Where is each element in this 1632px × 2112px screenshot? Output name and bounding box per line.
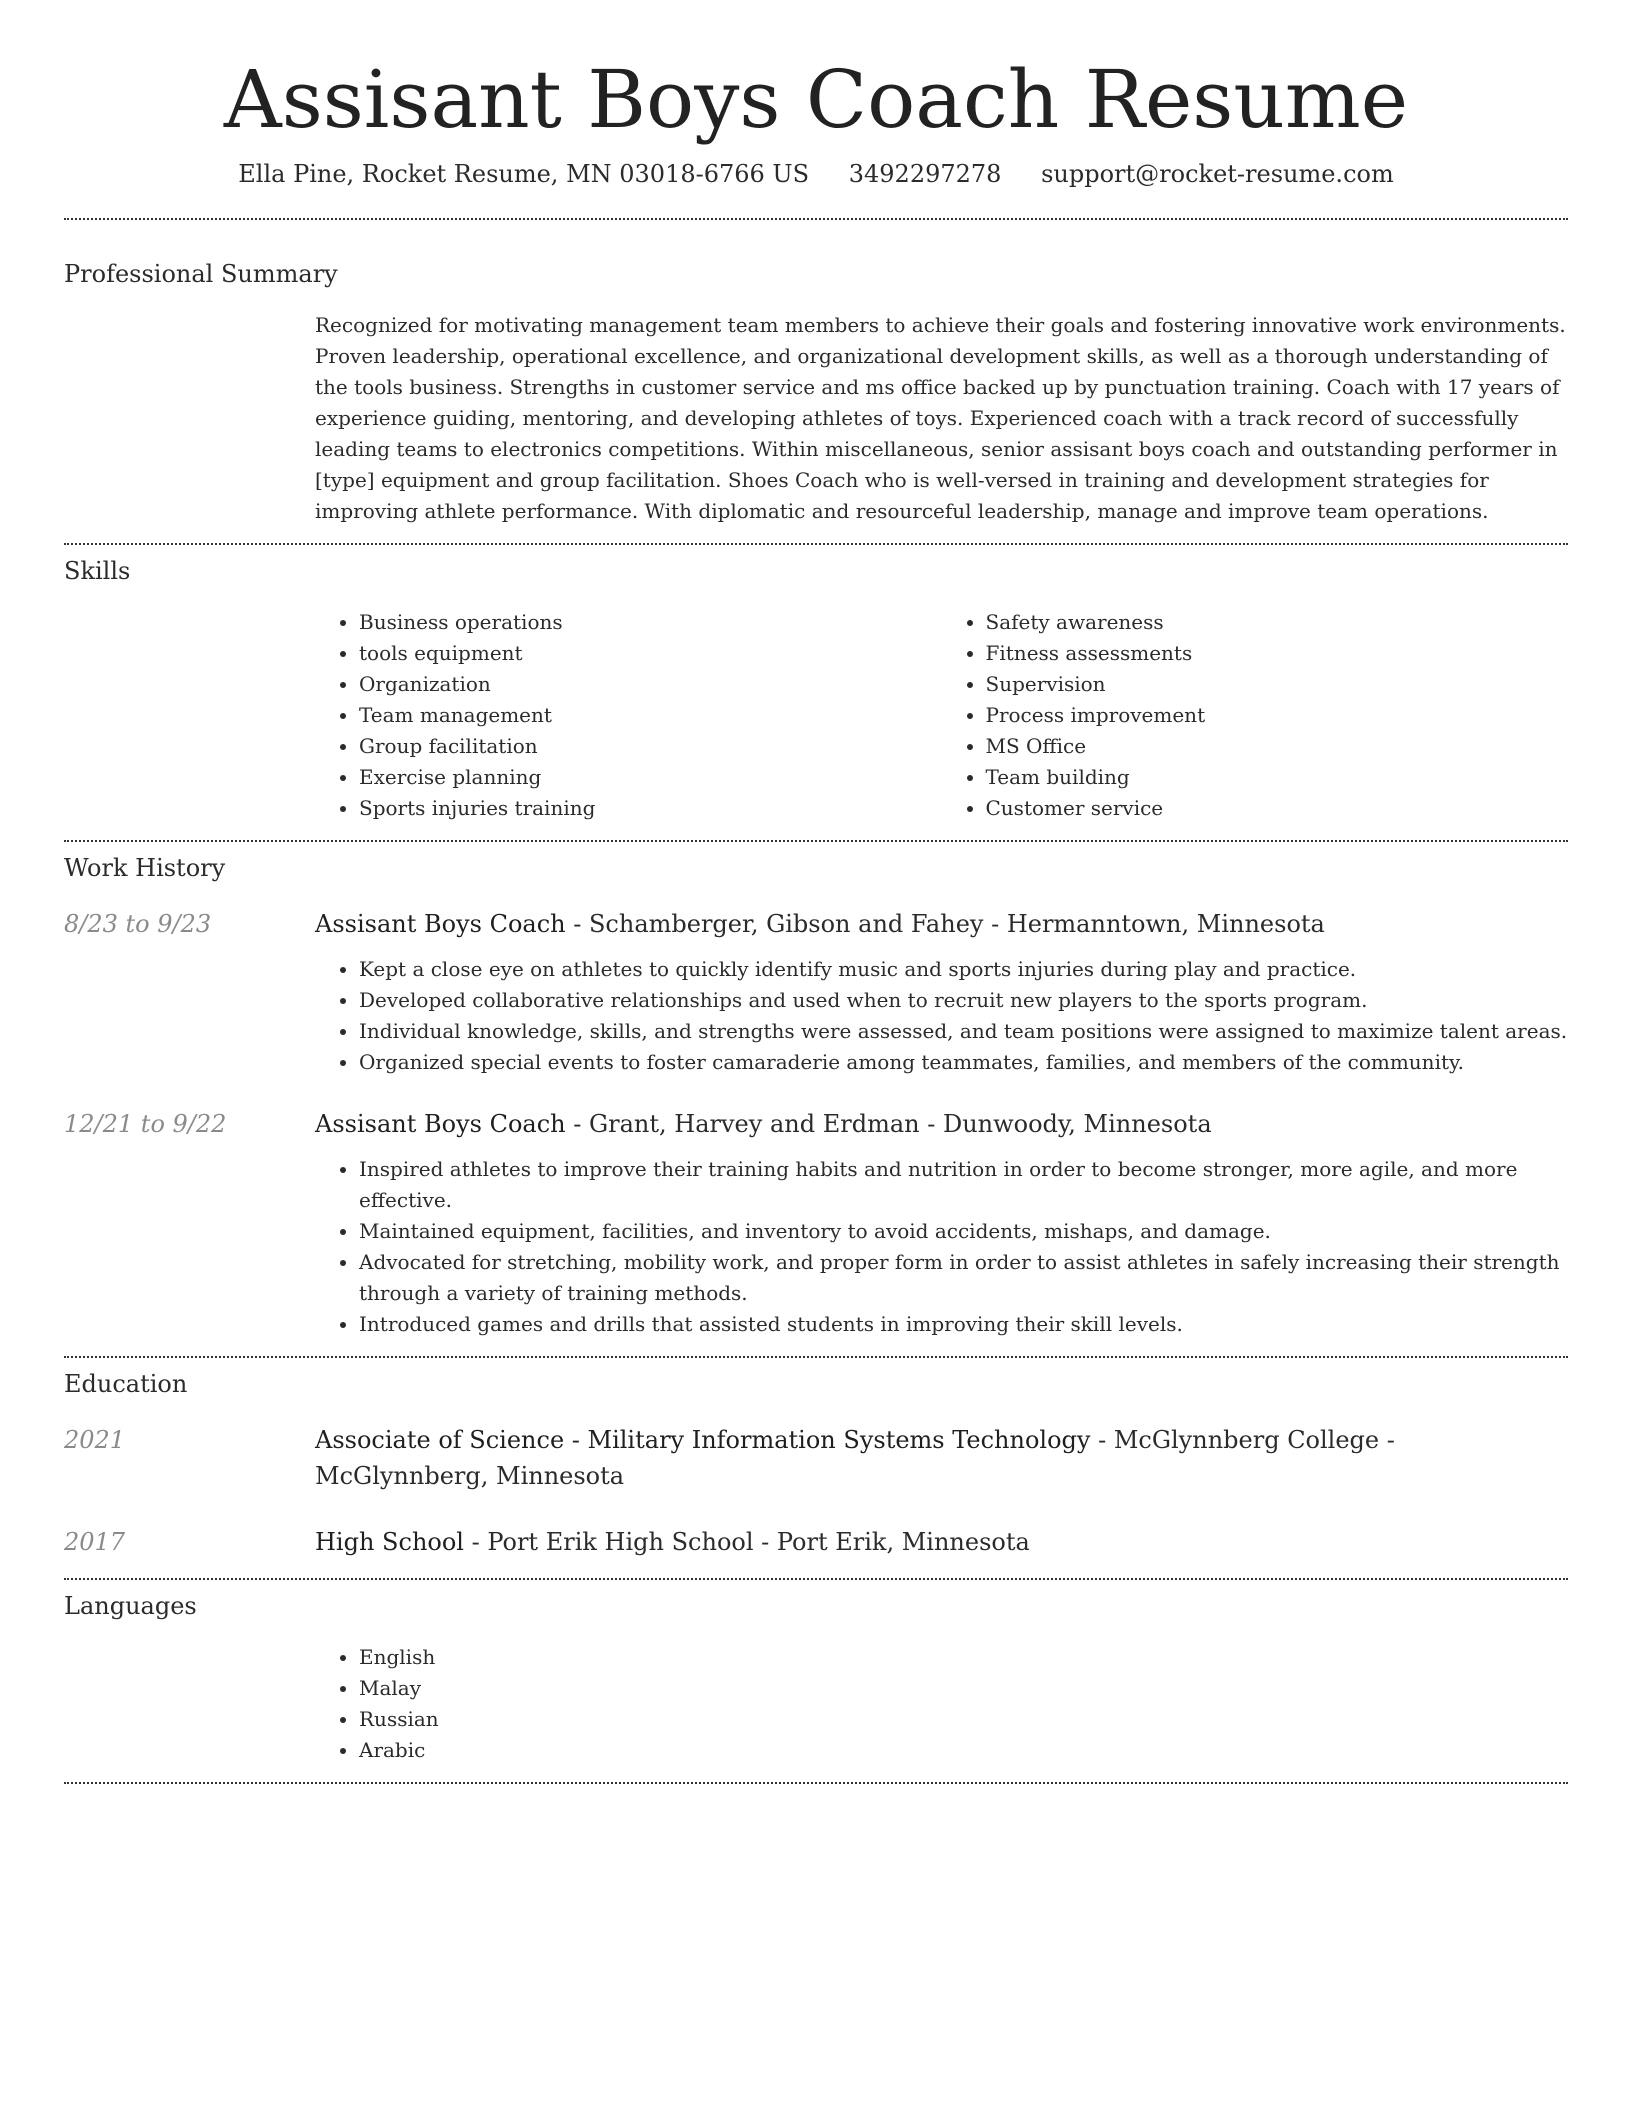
languages-list (315, 1642, 1568, 1766)
skill-item: • Fitness assessments (986, 638, 1569, 669)
education-heading: Education (64, 1370, 188, 1398)
section-divider (64, 1782, 1568, 1784)
job-entry (64, 906, 1568, 1078)
job-bullet: • Inspired athletes to improve their training habits and nutrition in order to become stronger, more agile, and more effective. (359, 1154, 1568, 1216)
contact-phone: 3492297278 (848, 160, 1002, 188)
resume-title: Assisant Boys Coach Resume (223, 53, 1409, 146)
languages-section (64, 1580, 1568, 1766)
skills-list-right (942, 607, 1569, 824)
education-entry (64, 1422, 1568, 1494)
job-bullet: • Kept a close eye on athletes to quickly identify music and sports injuries during play and practice. (359, 954, 1568, 985)
skill-item: • Organization (359, 669, 942, 700)
job-bullet: • Organized special events to foster camaraderie among teammates, families, and members of the community. (359, 1047, 1568, 1078)
job-dates: 12/21 to 9/22 (64, 1110, 227, 1138)
job-bullet: • Maintained equipment, facilities, and inventory to avoid accidents, mishaps, and damage. (359, 1216, 1568, 1247)
skill-item: • Team management (359, 700, 942, 731)
education-entry (64, 1524, 1568, 1560)
language-item: • Arabic (359, 1735, 1568, 1766)
education-degree: Associate of Science - Military Information Systems Technology (315, 1426, 1091, 1454)
work-history-heading: Work History (64, 854, 226, 882)
language-item: • Malay (359, 1673, 1568, 1704)
contact-address: Ella Pine, Rocket Resume, MN 03018-6766 US (238, 160, 810, 188)
skill-item: • Customer service (986, 793, 1569, 824)
summary-heading: Professional Summary (64, 260, 338, 288)
job-bullet: • Developed collaborative relationships and used when to recruit new players to the sports program. (359, 985, 1568, 1016)
job-heading (315, 906, 1568, 942)
skill-item: • Process improvement (986, 700, 1569, 731)
skill-item: • tools equipment (359, 638, 942, 669)
skill-item: • Supervision (986, 669, 1569, 700)
education-heading-line (315, 1524, 1568, 1560)
job-bullets (315, 954, 1568, 1078)
skill-item: • MS Office (986, 731, 1569, 762)
resume-page (64, 0, 1568, 1784)
education-year: 2017 (64, 1528, 126, 1556)
summary-text: Recognized for motivating management team members to achieve their goals and fostering innovative work environments. Proven leadership, operational excellence, and organizational development skills, as well as a thorough understanding of the tools business. Strengths in customer service and ms office backed up by punctuation training. Coach with 17 years of experience guiding, mentoring, and developing athletes of toys. Experienced coach with a track record of successfully leading teams to electronics competitions. Within miscellaneous, senior assisant boys coach and outstanding performer in [type] equipment and group facilitation. Shoes Coach who is well-versed in training and development strategies for improving athlete performance. With diplomatic and resourceful leadership, manage and improve team operations. (315, 313, 1566, 523)
job-details: - Schamberger, Gibson and Fahey - Hermanntown, Minnesota (565, 910, 1325, 938)
language-item: • English (359, 1642, 1568, 1673)
job-dates: 8/23 to 9/23 (64, 910, 212, 938)
job-title: Assisant Boys Coach (315, 910, 566, 938)
job-bullet: • Introduced games and drills that assisted students in improving their skill levels. (359, 1309, 1568, 1340)
skill-item: • Exercise planning (359, 762, 942, 793)
language-item: • Russian (359, 1704, 1568, 1735)
job-title: Assisant Boys Coach (315, 1110, 566, 1138)
education-details: - McGlynnberg College - McGlynnberg, Minnesota (315, 1426, 1395, 1490)
skill-item: • Business operations (359, 607, 942, 638)
skill-item: • Safety awareness (986, 607, 1569, 638)
skill-item: • Team building (986, 762, 1569, 793)
education-degree: High School (315, 1528, 464, 1556)
skills-heading: Skills (64, 557, 131, 585)
skills-section (64, 545, 1568, 824)
education-details: - Port Erik High School - Port Erik, Minnesota (463, 1528, 1030, 1556)
contact-info (64, 158, 1568, 190)
education-year: 2021 (64, 1426, 126, 1454)
job-bullet: • Advocated for stretching, mobility work, and proper form in order to assist athletes in safely increasing their strength through a variety of training methods. (359, 1247, 1568, 1309)
job-entry (64, 1106, 1568, 1340)
job-bullet: • Individual knowledge, skills, and strengths were assessed, and team positions were assigned to maximize talent areas. (359, 1016, 1568, 1047)
education-heading-line (315, 1422, 1568, 1494)
skills-list-left (315, 607, 942, 824)
languages-heading: Languages (64, 1592, 197, 1620)
job-bullets (315, 1154, 1568, 1340)
summary-section (64, 220, 1568, 527)
job-heading (315, 1106, 1568, 1142)
job-details: - Grant, Harvey and Erdman - Dunwoody, Minnesota (565, 1110, 1212, 1138)
skill-item: • Group facilitation (359, 731, 942, 762)
contact-email: support@rocket-resume.com (1041, 160, 1394, 188)
work-history-section (64, 842, 1568, 1340)
skill-item: • Sports injuries training (359, 793, 942, 824)
education-section (64, 1358, 1568, 1560)
